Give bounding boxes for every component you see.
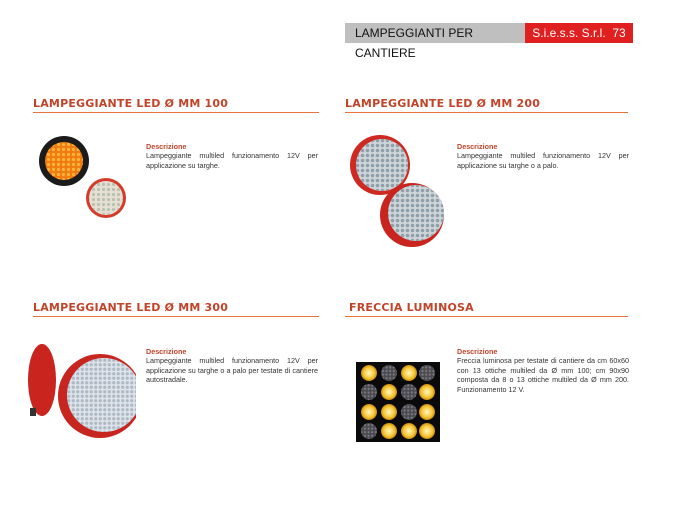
description-label: Descrizione [457,142,498,151]
section-rule [345,112,628,113]
page-header [345,23,633,60]
description-text: Lampeggiante multiled funzionamento 12V per applicazione su targhe. [146,151,318,170]
freccia-luminosa-image [356,362,440,442]
product-description-led-100 [146,142,318,170]
product-description-led-200 [457,142,629,170]
description-text: Freccia luminosa per testate di cantiere da cm 60x60 con 13 ottiche multiled da Ø mm 100; cm 90x90 composta da 8 o 13 ottiche multiled da Ø mm 200. Funzionamento 12 V. [457,356,629,394]
brand-name: S.i.e.s.s. S.r.l. [532,26,606,40]
description-label: Descrizione [457,347,498,356]
led-300-image [26,340,136,440]
led-200-image [350,133,450,253]
description-text: Lampeggiante multiled funzionamento 12V per applicazione su targhe o a palo per testate di cantiere autostradale. [146,356,318,385]
product-title-led-300: LAMPEGGIANTE LED Ø MM 300 [33,301,229,314]
page-number: 73 [612,26,626,40]
section-rule [33,316,319,317]
description-label: Descrizione [146,142,187,151]
product-title-led-200: LAMPEGGIANTE LED Ø MM 200 [345,97,541,110]
header-brand [525,23,633,43]
section-rule [33,112,319,113]
description-label: Descrizione [146,347,187,356]
header-category: LAMPEGGIANTI PER CANTIERE [345,23,525,43]
section-rule [345,316,628,317]
product-description-freccia-luminosa [457,347,629,394]
led-100-image [36,132,126,222]
product-description-led-300 [146,347,318,385]
product-title-led-100: LAMPEGGIANTE LED Ø MM 100 [33,97,229,110]
product-title-freccia-luminosa: FRECCIA LUMINOSA [349,301,474,314]
description-text: Lampeggiante multiled funzionamento 12V per applicazione su targhe o a palo. [457,151,629,170]
